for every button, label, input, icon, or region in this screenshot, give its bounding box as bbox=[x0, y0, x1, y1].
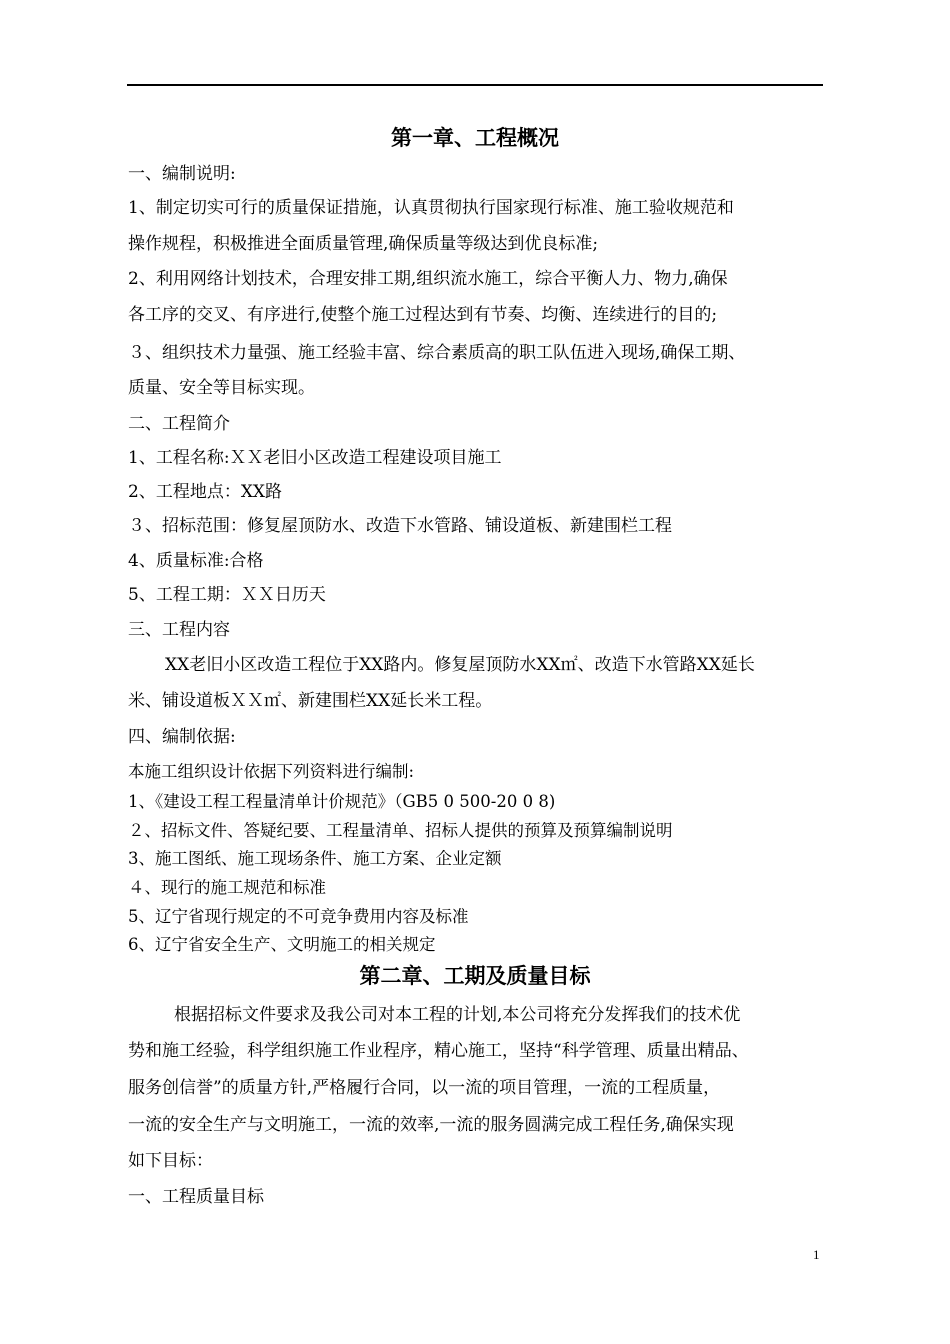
chapter2-title: 第二章、工期及质量目标 bbox=[359, 963, 591, 988]
paragraph-line: 质量、安全等目标实现。 bbox=[128, 378, 315, 398]
paragraph-line: 1、制定切实可行的质量保证措施，认真贯彻执行国家现行标准、施工验收规范和 bbox=[128, 198, 734, 218]
paragraph-line: 势和施工经验，科学组织施工作业程序，精心施工，坚持“科学管理、质量出精品、 bbox=[128, 1041, 749, 1061]
list-item: 4、质量标准:合格 bbox=[128, 551, 264, 571]
paragraph-line: 各工序的交叉、有序进行,使整个施工过程达到有节奏、均衡、连续进行的目的; bbox=[128, 305, 718, 325]
list-item: 5、工程工期：ＸＸ日历天 bbox=[128, 585, 326, 605]
paragraph-line: XX老旧小区改造工程位于XX路内。修复屋顶防水XX㎡、改造下水管路XX延长 bbox=[165, 655, 755, 675]
section-heading: 三、工程内容 bbox=[128, 620, 230, 640]
section-heading: 一、工程质量目标 bbox=[128, 1187, 264, 1207]
section-heading: 二、工程简介 bbox=[128, 414, 230, 434]
paragraph-line: 米、铺设道板ＸＸ㎡、新建围栏XX延长米工程。 bbox=[128, 691, 493, 711]
section-heading: 一、编制说明: bbox=[128, 164, 236, 184]
list-item: 5、辽宁省现行规定的不可竞争费用内容及标准 bbox=[128, 907, 469, 926]
list-item: ２、招标文件、答疑纪要、工程量清单、招标人提供的预算及预算编制说明 bbox=[128, 821, 673, 840]
list-item: 3、施工图纸、施工现场条件、施工方案、企业定额 bbox=[128, 849, 502, 868]
paragraph-line: 操作规程，积极推进全面质量管理,确保质量等级达到优良标准; bbox=[128, 234, 599, 254]
section-heading: 四、编制依据: bbox=[128, 727, 236, 747]
paragraph-line: ３、组织技术力量强、施工经验丰富、综合素质高的职工队伍进入现场,确保工期、 bbox=[128, 343, 746, 363]
paragraph-line: 根据招标文件要求及我公司对本工程的计划,本公司将充分发挥我们的技术优 bbox=[174, 1005, 741, 1025]
header-rule bbox=[127, 84, 823, 86]
paragraph-line: 一流的安全生产与文明施工，一流的效率,一流的服务圆满完成工程任务,确保实现 bbox=[128, 1115, 734, 1135]
list-item: ４、现行的施工规范和标准 bbox=[128, 878, 326, 897]
list-item: 1、《建设工程工程量清单计价规范》（GB5 0 500-20 0 8) bbox=[128, 792, 556, 811]
paragraph-line: 2、利用网络计划技术，合理安排工期,组织流水施工，综合平衡人力、物力,确保 bbox=[128, 269, 728, 289]
list-item: 1、工程名称:ＸＸ老旧小区改造工程建设项目施工 bbox=[128, 448, 502, 468]
paragraph-line: 如下目标： bbox=[128, 1151, 213, 1171]
paragraph-line: 本施工组织设计依据下列资料进行编制: bbox=[128, 762, 415, 781]
page-number: 1 bbox=[813, 1247, 820, 1262]
list-item: 2、工程地点：XX路 bbox=[128, 482, 283, 502]
paragraph-line: 服务创信誉”的质量方针,严格履行合同，以一流的项目管理，一流的工程质量， bbox=[128, 1078, 721, 1098]
chapter1-title: 第一章、工程概况 bbox=[391, 125, 559, 150]
list-item: ３、招标范围：修复屋顶防水、改造下水管路、铺设道板、新建围栏工程 bbox=[128, 516, 672, 536]
list-item: 6、辽宁省安全生产、文明施工的相关规定 bbox=[128, 935, 436, 954]
